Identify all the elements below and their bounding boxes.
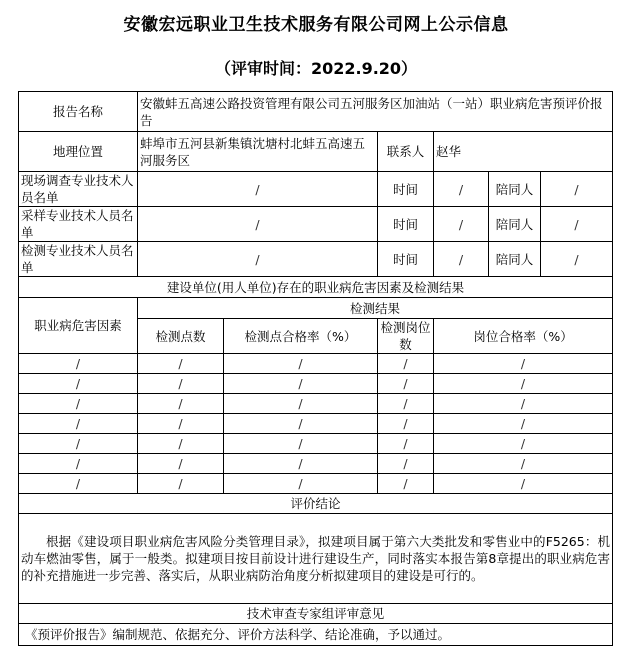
table-cell: / — [138, 414, 224, 434]
escort-label: 陪同人 — [489, 172, 541, 207]
conclusion-text: 根据《建设项目职业病危害风险分类管理目录》，拟建项目属于第六大类批发和零售业中的F5265：机动车燃油零售，属于一般类。拟建项目按目前设计进行建设生产，同时落实本报告第8章提出的职业病危害的补充措施进一步完善、落实后，从职业病防治角度分析拟建项目的建设是可行的。 — [19, 514, 613, 604]
hazard-section-heading: 建设单位(用人单位)存在的职业病危害因素及检测结果 — [19, 277, 613, 298]
table-row — [19, 454, 613, 474]
personnel-names: / — [138, 207, 378, 242]
table-row — [19, 434, 613, 454]
report-name-label: 报告名称 — [19, 92, 138, 132]
table-row — [19, 354, 613, 374]
column-header: 检测点数 — [138, 319, 224, 354]
review-date: （评审时间：2022.9.20） — [214, 59, 418, 78]
time-label: 时间 — [378, 172, 434, 207]
page-title: 安徽宏远职业卫生技术服务有限公司网上公示信息 — [123, 15, 509, 35]
time-value: / — [434, 172, 489, 207]
hazard-factor-header: 职业病危害因素 — [19, 298, 138, 354]
table-cell: / — [378, 434, 434, 454]
table-cell: / — [434, 454, 613, 474]
table-cell: / — [378, 394, 434, 414]
table-cell: / — [19, 434, 138, 454]
table-cell: / — [224, 374, 378, 394]
personnel-row — [19, 242, 613, 277]
table-cell: / — [378, 374, 434, 394]
personnel-label: 检测专业技术人员名单 — [19, 242, 138, 277]
table-cell: / — [138, 434, 224, 454]
table-cell: / — [378, 474, 434, 494]
table-cell: / — [378, 354, 434, 374]
table-cell: / — [19, 354, 138, 374]
table-cell: / — [434, 374, 613, 394]
disclosure-table — [18, 91, 613, 646]
table-cell: / — [19, 454, 138, 474]
table-cell: / — [224, 394, 378, 414]
expert-review-heading: 技术审查专家组评审意见 — [19, 604, 613, 624]
result-header: 检测结果 — [138, 298, 613, 319]
location-value: 蚌埠市五河县新集镇沈塘村北蚌五高速五河服务区 — [138, 132, 378, 172]
table-cell: / — [224, 454, 378, 474]
table-cell: / — [224, 434, 378, 454]
table-row — [19, 474, 613, 494]
personnel-names: / — [138, 242, 378, 277]
table-row — [19, 374, 613, 394]
escort-label: 陪同人 — [489, 207, 541, 242]
escort-value: / — [541, 207, 613, 242]
time-value: / — [434, 242, 489, 277]
table-cell: / — [378, 454, 434, 474]
contact-label: 联系人 — [378, 132, 434, 172]
escort-label: 陪同人 — [489, 242, 541, 277]
time-label: 时间 — [378, 242, 434, 277]
conclusion-heading: 评价结论 — [19, 494, 613, 514]
personnel-names: / — [138, 172, 378, 207]
location-label: 地理位置 — [19, 132, 138, 172]
table-row — [19, 414, 613, 434]
expert-review-text: 《预评价报告》编制规范、依据充分、评价方法科学、结论准确，予以通过。 — [19, 624, 613, 646]
table-cell: / — [434, 474, 613, 494]
table-cell: / — [138, 374, 224, 394]
table-cell: / — [434, 434, 613, 454]
column-header: 检测岗位数 — [378, 319, 434, 354]
table-cell: / — [224, 474, 378, 494]
table-cell: / — [138, 394, 224, 414]
table-cell: / — [224, 354, 378, 374]
table-cell: / — [378, 414, 434, 434]
table-cell: / — [19, 474, 138, 494]
table-cell: / — [138, 454, 224, 474]
escort-value: / — [541, 172, 613, 207]
contact-value: 赵华 — [434, 132, 613, 172]
time-label: 时间 — [378, 207, 434, 242]
personnel-label: 采样专业技术人员名单 — [19, 207, 138, 242]
personnel-row — [19, 172, 613, 207]
table-cell: / — [138, 474, 224, 494]
table-cell: / — [19, 394, 138, 414]
table-cell: / — [434, 414, 613, 434]
personnel-label: 现场调查专业技术人员名单 — [19, 172, 138, 207]
table-cell: / — [138, 354, 224, 374]
escort-value: / — [541, 242, 613, 277]
column-header: 岗位合格率（%） — [434, 319, 613, 354]
table-row — [19, 394, 613, 414]
table-cell: / — [224, 414, 378, 434]
time-value: / — [434, 207, 489, 242]
report-name-value: 安徽蚌五高速公路投资管理有限公司五河服务区加油站（一站）职业病危害预评价报告 — [138, 92, 613, 132]
personnel-row — [19, 207, 613, 242]
table-cell: / — [19, 414, 138, 434]
column-header: 检测点合格率（%） — [224, 319, 378, 354]
table-cell: / — [434, 394, 613, 414]
table-cell: / — [434, 354, 613, 374]
table-cell: / — [19, 374, 138, 394]
